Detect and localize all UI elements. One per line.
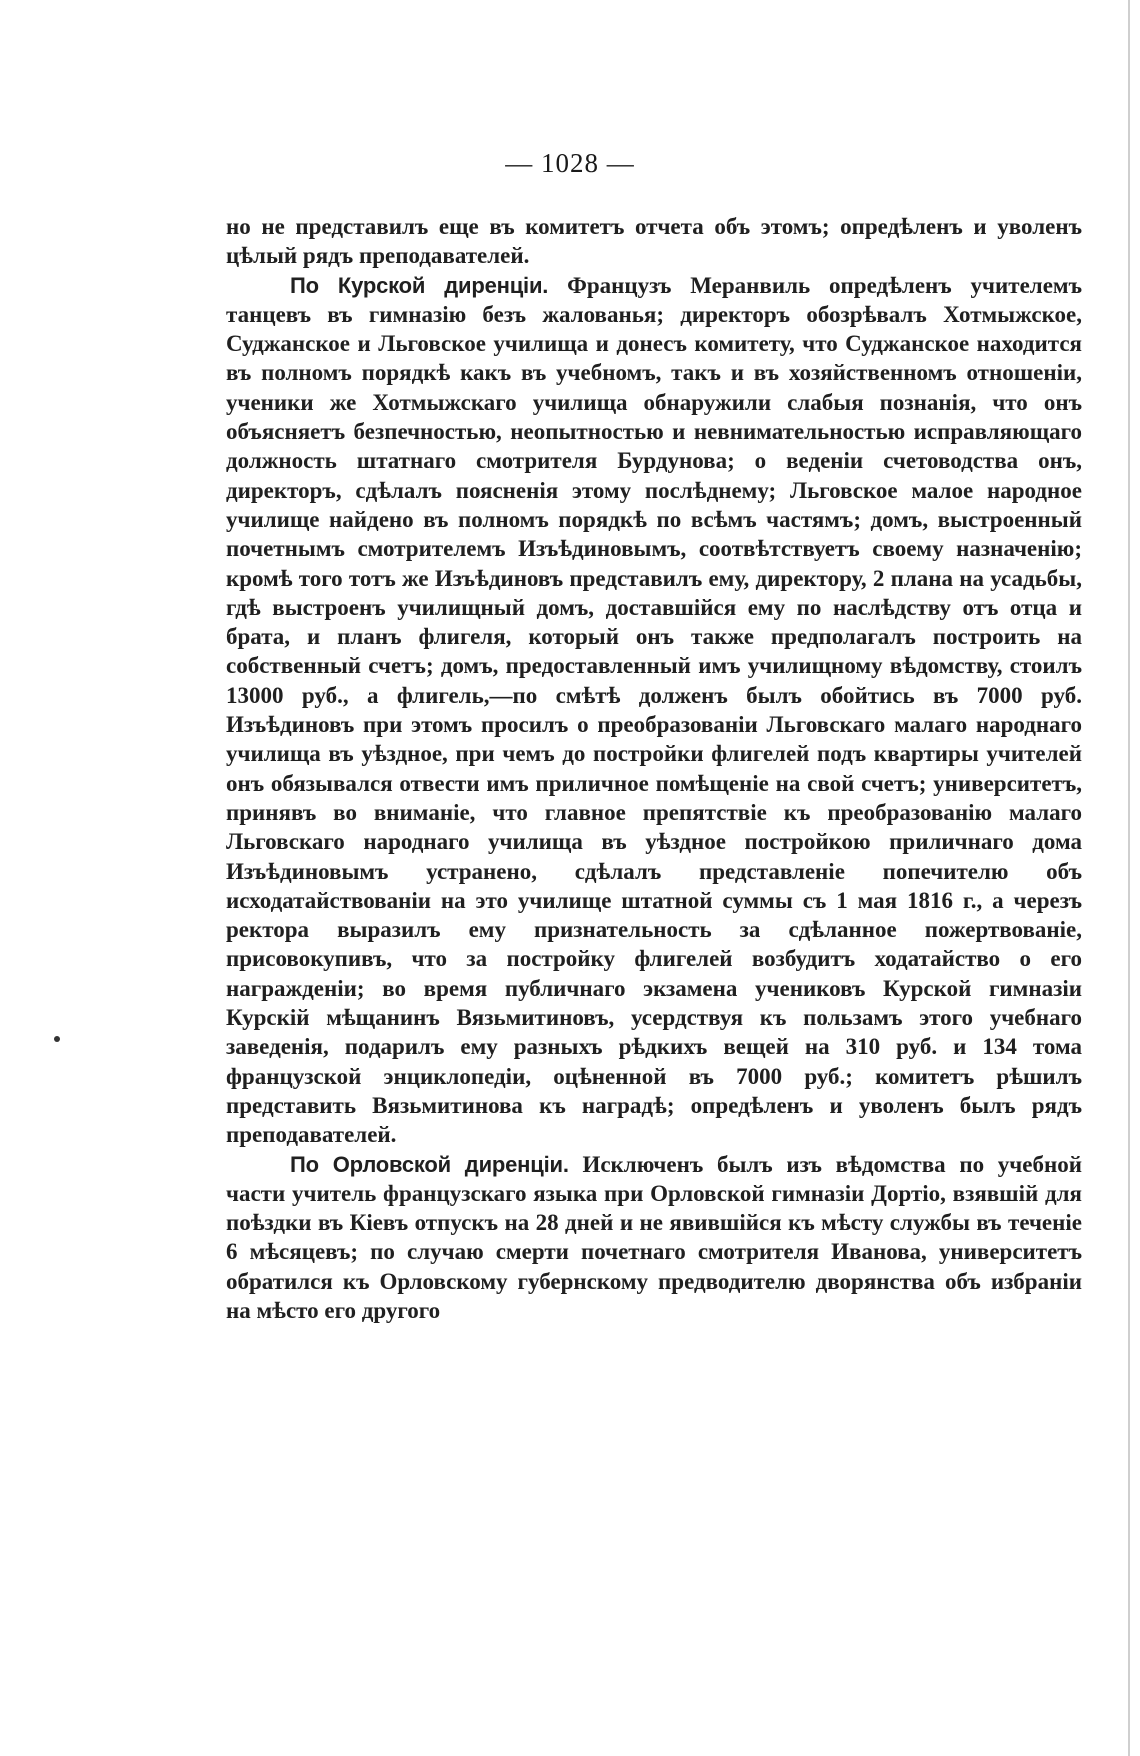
section-heading-kursk: По Курской диренціи.	[290, 272, 549, 298]
paragraph-text: Французъ Меранвиль опредѣленъ учителемъ танцевъ въ гимназію безъ жалованья; директоръ обозрѣвалъ Хотмыжское, Суджанское и Льговское училища и донесъ комитету, что Суджанское находится въ полномъ порядкѣ какъ въ учебномъ, такъ и въ хозяйственномъ отношеніи, ученики же Хотмыжскаго училища обнаружили слабыя познанія, что онъ объясняетъ безпечностью, неопытностью и невнимательностью исправляющаго должность штатнаго смотрителя Бурдунова; о веденіи счетоводства онъ, директоръ, сдѣлалъ поясненія этому послѣднему; Льговское малое народное училище найдено въ полномъ порядкѣ по всѣмъ частямъ; домъ, выстроенный почетнымъ смотрителемъ Изъѣдиновымъ, соотвѣтствуетъ своему назначенію; кромѣ того тотъ же Изъѣдиновъ представилъ ему, директору, 2 плана на усадьбы, гдѣ выстроенъ училищный домъ, доставшійся ему по наслѣдству отъ отца и брата, и планъ флигеля, который онъ также предполагалъ построить на собственный счетъ; домъ, предоставленный имъ училищному вѣдомству, стоилъ 13000 руб., а флигель,—по смѣтѣ долженъ былъ обойтись въ 7000 руб. Изъѣдиновъ при этомъ просилъ о преобразованіи Льговскаго малаго народнаго училища въ уѣздное, при чемъ до постройки флигелей подъ квартиры учителей онъ обязывался отвести имъ приличное помѣщеніе на свой счетъ; университетъ, принявъ во вниманіе, что главное препятствіе къ преобразованію малаго Льговскаго народнаго училища въ уѣздное постройкою приличнаго дома Изъѣдиновымъ устранено, сдѣлалъ представленіе попечителю объ исходатайствованіи на это училище штатной суммы съ 1 мая 1816 г., а черезъ ректора выразилъ ему признательность за сдѣланное пожертвованіе, присовокупивъ, что за постройку флигелей возбудитъ ходатайство о его награжденіи; во время публичнаго экзамена учениковъ Курской гимназіи Курскій мѣщанинъ Вязьмитиновъ, усердствуя къ пользамъ этого учебнаго заведенія, подарилъ ему разныхъ рѣдкихъ вещей на 310 руб. и 134 тома французской энциклопедіи, оцѣненной въ 7000 руб.; комитетъ рѣшилъ представить Вязьмитинова къ наградѣ; опредѣленъ и уволенъ былъ рядъ преподавателей.	[226, 272, 1082, 1148]
paragraph-text: Исключенъ былъ изъ вѣдомства по учебной части учитель французскаго языка при Орловской гимназіи Дортіо, взявшій для поѣздки въ Кіевъ отпускъ на 28 дней и не явившійся къ мѣсту службы въ теченіе 6 мѣсяцевъ; по случаю смерти почетнаго смотрителя Иванова, университетъ обратился къ Орловскому губернскому предводителю дворянства объ избраніи на мѣсто его другого	[226, 1151, 1082, 1323]
paragraph-text: но не представилъ еще въ комитетъ отчета объ этомъ; опредѣленъ и уволенъ цѣлый рядъ преподавателей.	[226, 214, 1082, 269]
page-number: — 1028 —	[505, 148, 635, 178]
body-text	[226, 212, 1082, 1325]
paragraph-continuation	[226, 212, 1082, 271]
scan-edge-line	[1128, 0, 1130, 1756]
scan-speck	[54, 1036, 60, 1042]
paragraph-kursk	[226, 271, 1082, 1150]
section-heading-orel: По Орловской диренціи.	[290, 1151, 569, 1177]
paragraph-orel	[226, 1150, 1082, 1326]
